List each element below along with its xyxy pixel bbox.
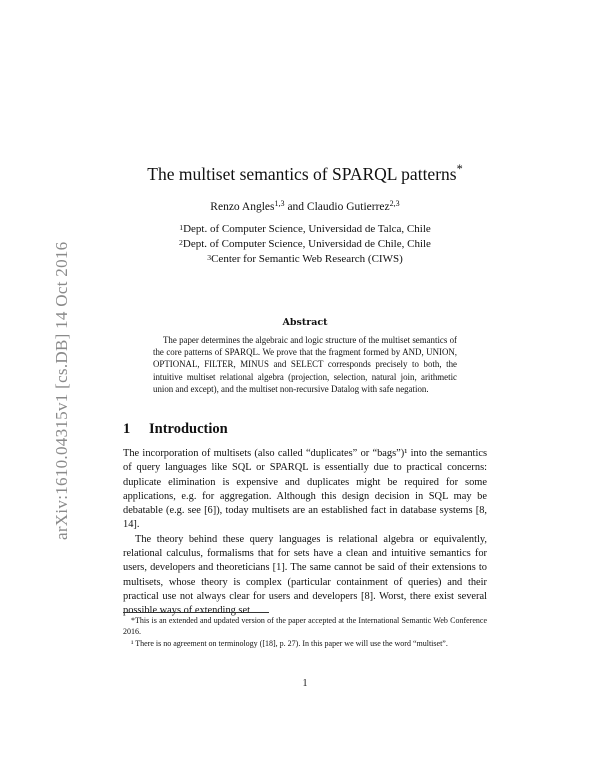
footnote-1: *This is an extended and updated version of the paper accepted at the International Semantic Web Conference 2016.	[123, 616, 487, 636]
abstract-heading: Abstract	[282, 317, 328, 328]
footnote-2: ¹ There is no agreement on terminology ([18], p. 27). In this paper we will use the word “multiset”.	[131, 638, 448, 648]
affiliation-2	[123, 237, 487, 252]
paragraph-1: The incorporation of multisets (also called “duplicates” or “bags”)¹ into the semantics of query languages like SQL or SPARQL is essentially due to practical concerns: duplicate elimination is expensive and duplicates might be required for some applications, e.g. for aggregation. Although this design decision in SQL may be debatable (e.g. see [6]), today multisets are an established fact in database systems [8, 14].	[123, 448, 487, 531]
affiliation-3-text: Center for Semantic Web Research (CIWS)	[211, 253, 403, 265]
affiliation-1-text: Dept. of Computer Science, Universidad de Talca, Chile	[183, 223, 431, 235]
section-body	[123, 447, 487, 619]
affiliation-1	[123, 222, 487, 237]
title-text: The multiset semantics of SPARQL patterns	[147, 164, 457, 184]
author-1: Renzo Angles	[210, 201, 275, 213]
paragraph-2: The theory behind these query languages is relational algebra or equivalently, relational calculus, formalisms that for sets have a clean and intuitive semantics for users, developers and theoreticians [1]. The same cannot be said of their extensions to multisets, whose theory is complex (particular containment of queries) and their practical use not always clear for users and developers [8]. Worst, there exist several possible ways of extending set	[123, 533, 487, 617]
affiliation-3	[123, 252, 487, 267]
author-2: Claudio Gutierrez	[306, 201, 390, 213]
affiliation-2-text: Dept. of Computer Science, Universidad de Chile, Chile	[182, 238, 431, 250]
author-and: and	[287, 201, 305, 213]
author-1-affil: 1,3	[274, 199, 285, 208]
section-heading	[123, 421, 228, 438]
footnotes	[123, 616, 487, 650]
affiliation-3-mark: 3	[207, 253, 212, 262]
author-line	[123, 201, 487, 213]
arxiv-sidebar	[10, 0, 71, 776]
author-2-affil: 2,3	[389, 199, 400, 208]
title-footnote-mark: *	[456, 162, 463, 176]
affiliation-1-mark: 1	[179, 223, 184, 232]
section-number: 1	[123, 421, 131, 437]
abstract-text: The paper determines the algebraic and logic structure of the multiset semantics of the core patterns of SPARQL. We prove that the fragment formed by AND, UNION, OPTIONAL, FILTER, MINUS and SELECT corresponds precisely to both, the intuitive multiset relational algebra (projection, selection, natural join, arithmetic union and except), and the multiset non-recursive Datalog with safe negation.	[153, 335, 457, 394]
affiliations	[123, 222, 487, 267]
page-number: 1	[302, 678, 308, 689]
arxiv-identifier: arXiv:1610.04315v1 [cs.DB] 14 Oct 2016	[52, 241, 71, 540]
footnote-rule	[123, 612, 269, 613]
affiliation-2-mark: 2	[179, 238, 183, 247]
paper-title	[123, 164, 487, 185]
section-title: Introduction	[149, 421, 228, 437]
